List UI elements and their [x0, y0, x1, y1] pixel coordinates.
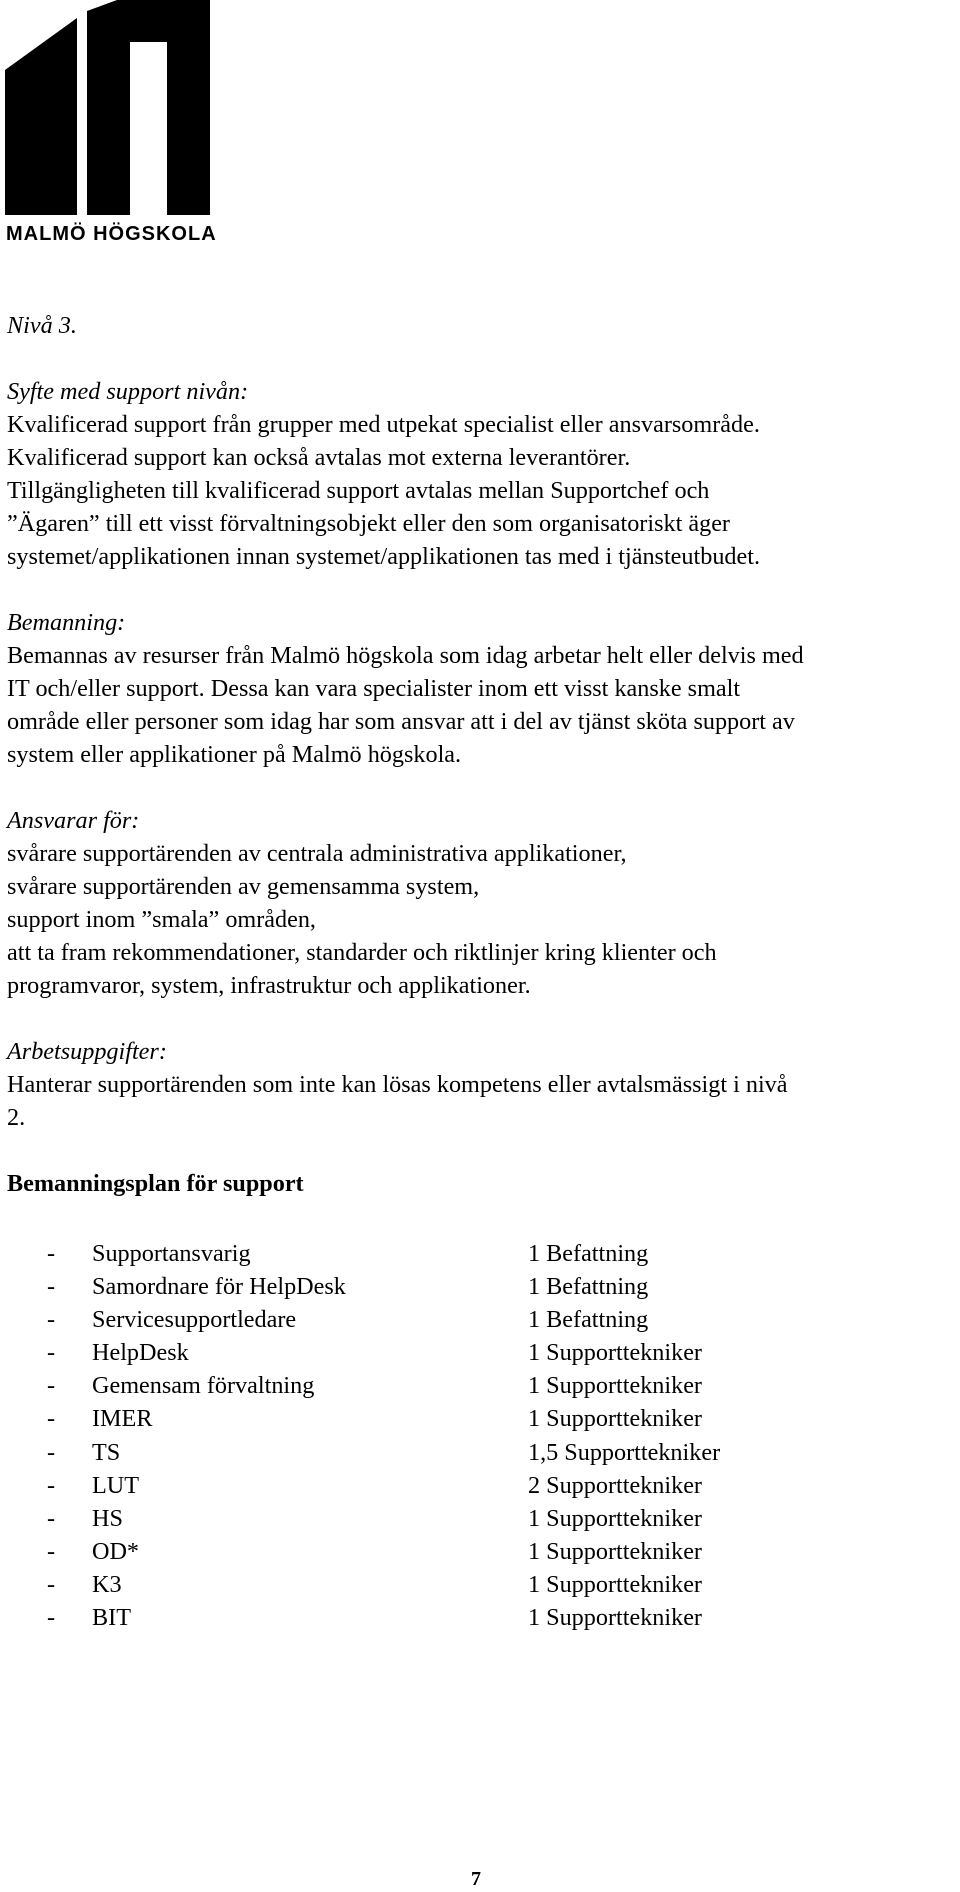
responsible-section [7, 804, 957, 1002]
list-dash: - [47, 1240, 56, 1267]
role-label: Gemensam förvaltning [92, 1372, 315, 1400]
purpose-line: Kvalificerad support från grupper med utpekat specialist eller ansvarsområde. [7, 411, 760, 438]
tasks-section [7, 1035, 957, 1134]
list-dash: - [47, 1273, 56, 1301]
role-label: BIT [92, 1604, 131, 1632]
list-dash: - [47, 1471, 56, 1499]
responsible-line: svårare supportärenden av gemensamma system, [7, 873, 480, 900]
purpose-line: systemet/applikationen innan systemet/applikationen tas med i tjänsteutbudet. [7, 543, 761, 570]
tasks-line: 2. [7, 1104, 26, 1131]
purpose-section [7, 375, 957, 573]
list-dash: - [47, 1504, 56, 1532]
responsible-line: svårare supportärenden av centrala administrativa applikationer, [7, 840, 627, 867]
role-label: HelpDesk [92, 1339, 189, 1367]
amount-label: 1 Befattning [528, 1240, 649, 1267]
staffing-plan-title: Bemanningsplan för support [7, 1170, 304, 1197]
role-label: OD* [92, 1537, 140, 1565]
list-dash: - [47, 1438, 56, 1466]
amount-label: 1 Supporttekniker [528, 1504, 702, 1532]
list-dash: - [47, 1339, 56, 1367]
list-dash: - [47, 1537, 56, 1565]
tasks-heading: Arbetsuppgifter: [7, 1038, 167, 1065]
level-heading: Nivå 3. [7, 312, 77, 339]
tasks-line: Hanterar supportärenden som inte kan lösas kompetens eller avtalsmässigt i nivå [7, 1071, 788, 1098]
role-label: Samordnare för HelpDesk [92, 1273, 346, 1301]
purpose-line: Tillgängligheten till kvalificerad support avtalas mellan Supportchef och [7, 477, 710, 504]
role-label: HS [92, 1504, 123, 1532]
role-label: TS [92, 1438, 121, 1466]
role-label: LUT [92, 1471, 140, 1499]
page-number: 7 [471, 1868, 481, 1890]
malmo-hogskola-logo [5, 0, 217, 215]
list-dash: - [47, 1405, 56, 1433]
amount-label: 1 Supporttekniker [528, 1604, 702, 1632]
logo-wordmark: MALMÖ HÖGSKOLA [6, 223, 217, 245]
list-dash: - [47, 1604, 56, 1632]
staffing-heading: Bemanning: [7, 609, 126, 636]
responsible-line: att ta fram rekommendationer, standarder och riktlinjer kring klienter och [7, 939, 717, 966]
amount-label: 1 Befattning [528, 1273, 649, 1301]
purpose-line: Kvalificerad support kan också avtalas mot externa leverantörer. [7, 444, 631, 471]
responsible-heading: Ansvarar för: [7, 807, 140, 834]
purpose-heading: Syfte med support nivån: [7, 378, 249, 405]
role-label: K3 [92, 1570, 122, 1598]
role-label: IMER [92, 1405, 153, 1433]
amount-label: 1 Supporttekniker [528, 1537, 702, 1565]
amount-label: 1 Supporttekniker [528, 1570, 702, 1598]
document-body [7, 309, 957, 1233]
staffing-line: system eller applikationer på Malmö högskola. [7, 741, 462, 768]
amount-label: 1 Supporttekniker [528, 1372, 702, 1400]
staffing-section [7, 606, 957, 771]
list-dash: - [47, 1306, 56, 1334]
amount-label: 1 Supporttekniker [528, 1339, 702, 1367]
staffing-line: IT och/eller support. Dessa kan vara specialister inom ett visst kanske smalt [7, 675, 741, 702]
list-dash: - [47, 1372, 56, 1400]
amount-label: 1 Supporttekniker [528, 1405, 702, 1433]
purpose-line: ”Ägaren” till ett visst förvaltningsobjekt eller den som organisatoriskt äger [7, 510, 730, 537]
staffing-line: område eller personer som idag har som ansvar att i del av tjänst sköta support av [7, 708, 795, 735]
list-dash: - [47, 1570, 56, 1598]
responsible-line: support inom ”smala” områden, [7, 906, 316, 933]
role-label: Supportansvarig [92, 1240, 251, 1267]
role-label: Servicesupportledare [92, 1306, 297, 1334]
responsible-line: programvaror, system, infrastruktur och applikationer. [7, 972, 531, 999]
amount-label: 2 Supporttekniker [528, 1471, 702, 1499]
amount-label: 1 Befattning [528, 1306, 649, 1334]
amount-label: 1,5 Supporttekniker [528, 1438, 721, 1466]
staffing-line: Bemannas av resurser från Malmö högskola som idag arbetar helt eller delvis med [7, 642, 804, 669]
